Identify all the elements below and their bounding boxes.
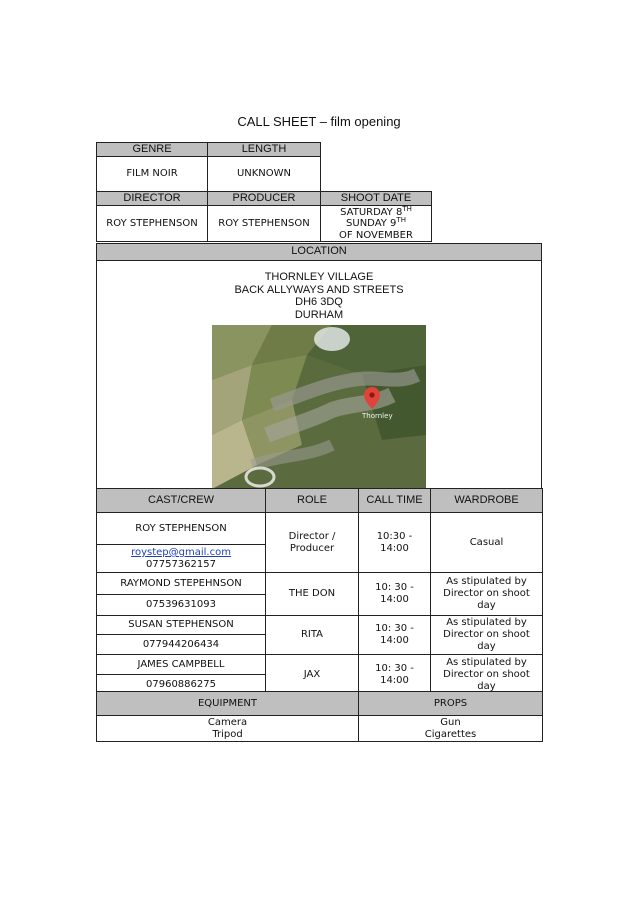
director-header: DIRECTOR: [97, 192, 208, 206]
equipment-item: Tripod: [212, 728, 243, 740]
cast-role: RITA: [266, 616, 359, 655]
props-list: [359, 716, 543, 742]
shoot-date-value: [321, 206, 432, 242]
genre-header: GENRE: [97, 143, 208, 157]
shoot-date-line3: OF NOVEMBER: [339, 229, 413, 241]
cast-crew-table: [96, 488, 543, 695]
cast-phone: 07757362157: [146, 558, 216, 570]
shoot-date-line2-sup: TH: [396, 216, 406, 225]
director-value: ROY STEPHENSON: [97, 206, 208, 242]
cast-name: SUSAN STEPHENSON: [97, 616, 266, 635]
location-body: [97, 261, 542, 490]
cast-role: THE DON: [266, 573, 359, 616]
address-line: DH6 3DQ: [295, 296, 343, 309]
cast-wardrobe: As stipulated by Director on shoot day: [431, 573, 543, 616]
cast-name: RAYMOND STEPEHNSON: [97, 573, 266, 595]
cast-call-time: 10: 30 - 14:00: [359, 573, 431, 616]
shoot-date-header: SHOOT DATE: [321, 192, 432, 206]
page-title: CALL SHEET – film opening: [237, 114, 401, 129]
cast-role: JAX: [266, 655, 359, 695]
cast-wardrobe: As stipulated by Director on shoot day: [431, 655, 543, 695]
empty-cell: [321, 157, 432, 192]
equipment-list: [97, 716, 359, 742]
props-header: PROPS: [359, 692, 543, 716]
cast-phone: 07539631093: [97, 595, 266, 616]
cast-call-time: 10:30 - 14:00: [359, 513, 431, 573]
length-value: UNKNOWN: [208, 157, 321, 192]
equipment-header: EQUIPMENT: [97, 692, 359, 716]
cast-call-time: 10: 30 - 14:00: [359, 616, 431, 655]
wardrobe-header: WARDROBE: [431, 489, 543, 513]
address-line: THORNLEY VILLAGE: [264, 271, 374, 283]
cast-call-time: 10: 30 - 14:00: [359, 655, 431, 695]
call-time-header: CALL TIME: [359, 489, 431, 513]
cast-email-link[interactable]: roystep@gmail.com: [131, 547, 231, 558]
equipment-item: Camera: [207, 716, 248, 728]
cast-wardrobe: Casual: [431, 513, 543, 573]
shoot-date-line1: SATURDAY 8: [340, 206, 403, 218]
cast-phone: 07960886275: [97, 675, 266, 695]
location-table: [96, 243, 542, 490]
cast-contact: [97, 545, 266, 573]
cast-wardrobe: As stipulated by Director on shoot day: [431, 616, 543, 655]
producer-value: ROY STEPHENSON: [208, 206, 321, 242]
producer-header: PRODUCER: [208, 192, 321, 206]
shoot-date-line1-sup: TH: [402, 204, 412, 213]
length-header: LENGTH: [208, 143, 321, 157]
cast-name: ROY STEPHENSON: [97, 513, 266, 545]
address-line: DURHAM: [294, 308, 344, 321]
props-item: Cigarettes: [424, 728, 477, 740]
location-map-image: [212, 325, 426, 489]
address-line: BACK ALLYWAYS AND STREETS: [234, 283, 404, 296]
genre-value: FILM NOIR: [97, 157, 208, 192]
cast-phone: 077944206434: [97, 635, 266, 655]
shoot-date-line2: SUNDAY 9: [346, 218, 397, 230]
map-place-label: Thornley: [362, 411, 393, 420]
production-info-table: [96, 142, 432, 242]
cast-name: JAMES CAMPBELL: [97, 655, 266, 675]
cast-crew-header: CAST/CREW: [97, 489, 266, 513]
role-header: ROLE: [266, 489, 359, 513]
props-item: Gun: [440, 716, 461, 728]
empty-cell: [321, 143, 432, 157]
location-header: LOCATION: [97, 244, 542, 261]
cast-role: Director / Producer: [266, 513, 359, 573]
equipment-props-table: [96, 691, 543, 742]
